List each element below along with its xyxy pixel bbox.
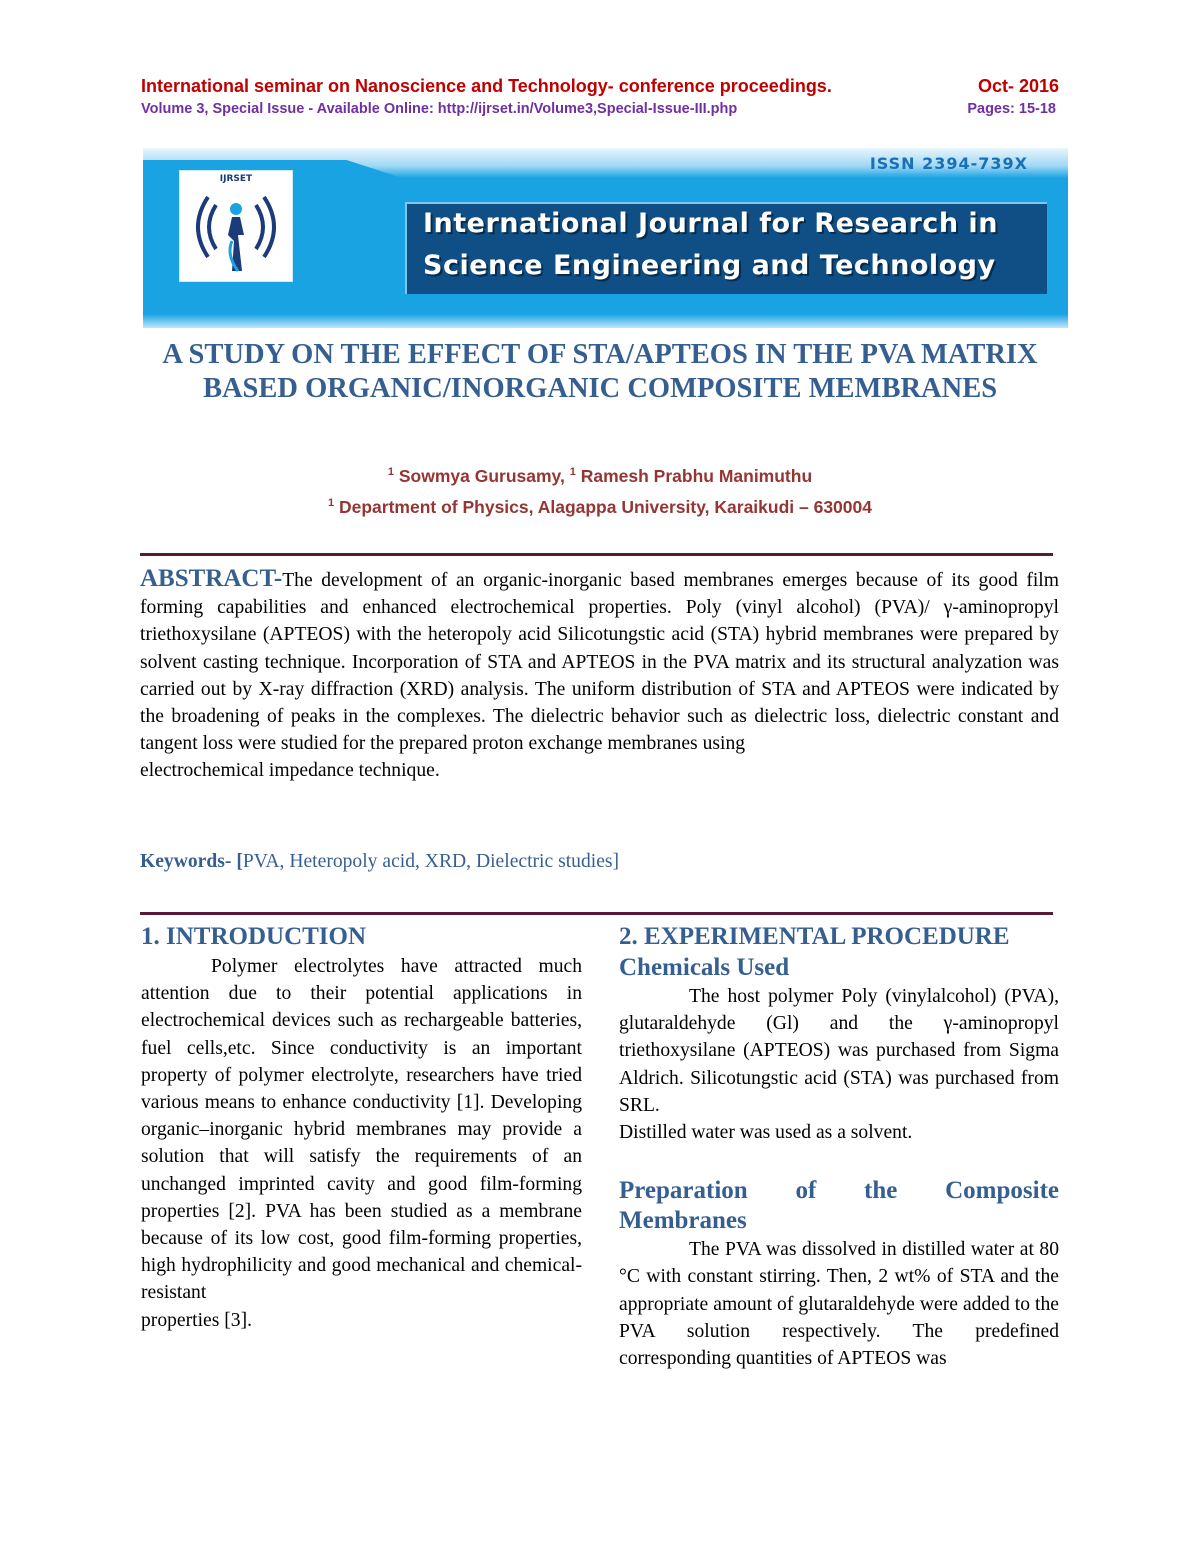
running-header-line2 bbox=[141, 101, 1059, 117]
keywords-label: Keywords- [ bbox=[140, 851, 243, 872]
right-column bbox=[619, 921, 1059, 1372]
abstract-text: The development of an organic-inorganic based membranes emerges because of its good film forming capabilities and enhanced electrochemical properties. Poly (vinyl alcohol) (PVA)/ γ-aminopropyl triethoxysilane (APTEOS) with the heteropoly acid Silicotungstic acid (STA) hybrid membranes were prepared by solvent casting technique. Incorporation of STA and APTEOS in the PVA matrix and its structural analyzation was carried out by X-ray diffraction (XRD) analysis. The uniform distribution of STA and APTEOS were indicated by the broadening of peaks in the complexes. The dielectric behavior such as dielectric loss, dielectric constant and tangent loss were studied for the prepared proton exchange membranes using bbox=[140, 570, 1059, 755]
author-name: Sowmya Gurusamy, bbox=[398, 466, 570, 486]
keywords-text: PVA, Heteropoly acid, XRD, Dielectric studies] bbox=[242, 851, 620, 872]
abstract-body bbox=[140, 565, 1059, 757]
issn-label: ISSN 2394-739X bbox=[869, 154, 1028, 173]
abstract-heading: ABSTRACT- bbox=[140, 565, 283, 592]
divider-rule bbox=[140, 553, 1053, 556]
subsection-heading-chemicals: Chemicals Used bbox=[619, 954, 790, 981]
divider-rule bbox=[140, 912, 1053, 915]
introduction-paragraph: Polymer electrolytes have attracted much attention due to their potential applications in electrochemical devices such as rechargeable batteries, fuel cells,etc. Since conductivity is an important property of polymer electrolyte, researchers have tried various means to enhance conductivity [1]. Developing organic–inorganic hybrid membranes may provide a solution that will satisfy the requirements of an unchanged imprinted cavity and good film-forming properties [2]. PVA has been studied as a membrane because of its low cost, good film-forming properties, high hydrophilicity and good mechanical and chemical-resistant bbox=[141, 956, 582, 1304]
banner-bottom-stripe bbox=[143, 314, 1068, 328]
affiliation-sup: 1 bbox=[328, 497, 335, 510]
journal-title-box bbox=[405, 202, 1047, 294]
preparation-paragraph: The PVA was dissolved in distilled water at 80 °C with constant stirring. Then, 2 wt% of STA and the appropriate amount of glutaraldehyde were added to the PVA solution respectively. The predefined corresponding quantities of APTEOS was bbox=[619, 1239, 1059, 1370]
journal-logo bbox=[179, 170, 293, 282]
chemicals-paragraph: The host polymer Poly (vinylalcohol) (PVA), glutaraldehyde (Gl) and the γ-aminopropyl triethoxysilane (APTEOS) was purchased from Sigma Aldrich. Silicotungstic acid (STA) was purchased from SRL. bbox=[619, 986, 1059, 1116]
running-header-line1 bbox=[141, 76, 1059, 97]
journal-title-line1: International Journal for Research in bbox=[423, 208, 998, 239]
conference-date: Oct- 2016 bbox=[977, 76, 1059, 96]
introduction-last-line: properties [3]. bbox=[141, 1309, 252, 1331]
volume-line: Volume 3, Special Issue - Available Online: http://ijrset.in/Volume3,Special-Issue-III.php bbox=[141, 101, 738, 117]
subsection-heading-preparation: Preparation of the Composite Membranes bbox=[619, 1177, 1059, 1235]
section-heading-introduction: 1. INTRODUCTION bbox=[141, 923, 367, 950]
affiliation-line bbox=[0, 497, 1200, 518]
journal-banner bbox=[143, 148, 1068, 328]
affiliation: Department of Physics, Alagappa University, Karaikudi – 630004 bbox=[339, 497, 872, 517]
abstract bbox=[140, 565, 1059, 785]
abstract-last-line: electrochemical impedance technique. bbox=[140, 760, 440, 782]
author-sup: 1 bbox=[387, 466, 394, 479]
section-heading-experimental: 2. EXPERIMENTAL PROCEDURE bbox=[619, 923, 1010, 950]
author-sup: 1 bbox=[569, 466, 576, 479]
left-column bbox=[141, 921, 582, 1334]
journal-title-line2: Science Engineering and Technology bbox=[423, 250, 996, 281]
keywords bbox=[140, 851, 619, 873]
broadcast-figure-icon bbox=[186, 185, 286, 277]
conference-name: International seminar on Nanoscience and Technology- conference proceedings. bbox=[141, 76, 832, 96]
chemicals-last-line: Distilled water was used as a solvent. bbox=[619, 1122, 913, 1144]
page-range: Pages: 15-18 bbox=[967, 101, 1056, 117]
paper-title: A STUDY ON THE EFFECT OF STA/APTEOS IN THE PVA MATRIX BASED ORGANIC/INORGANIC COMPOSITE MEMBRANES bbox=[162, 339, 1038, 404]
logo-text: IJRSET bbox=[219, 174, 253, 184]
author-name: Ramesh Prabhu Manimuthu bbox=[580, 466, 813, 486]
author-line bbox=[0, 466, 1200, 487]
spacer bbox=[619, 1146, 1059, 1176]
